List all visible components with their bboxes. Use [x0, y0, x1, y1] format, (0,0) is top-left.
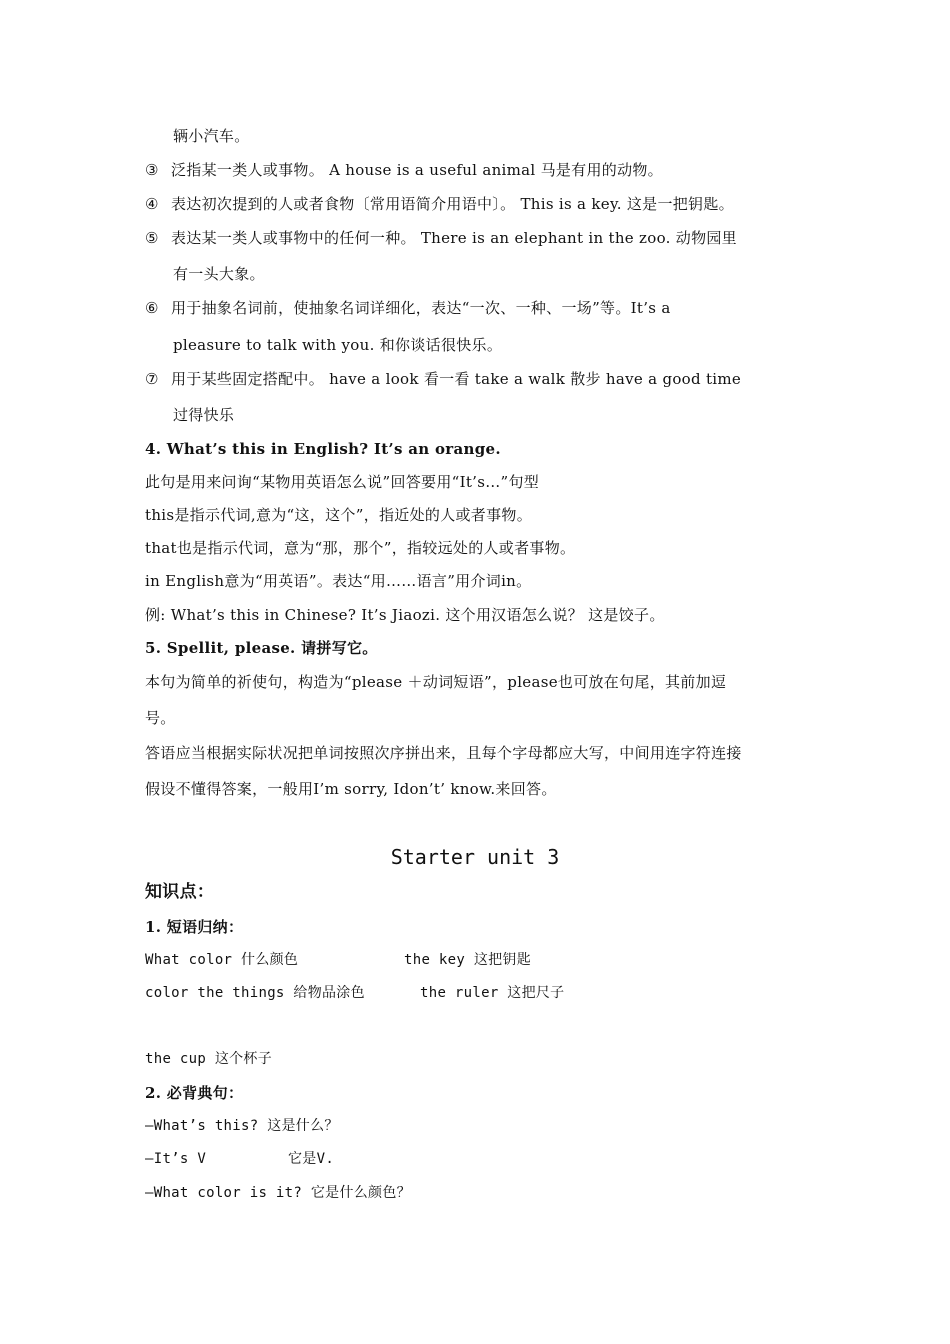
- item-text: 表达某一类人或事物中的任何一种。 There is an elephant in the zoo. 动物园里: [171, 229, 737, 247]
- item-number: ④: [145, 195, 159, 213]
- item-text: 用于抽象名词前，使抽象名词详细化，表达“一次、一种、一场”等。It’s a: [171, 299, 671, 317]
- item-text: 表达初次提到的人或者食物〔常用语简介用语中〕。 This is a key. 这是一把钥匙。: [171, 195, 734, 213]
- section-5-line-1-cont: 号。: [145, 709, 176, 727]
- sentence-3: —What color is it? 它是什么颜色？: [145, 1185, 411, 1201]
- sentence-2: [145, 1149, 810, 1169]
- phrases-heading: 1. 短语归纳：: [145, 918, 244, 936]
- list-item-7: [145, 369, 810, 389]
- section-5-heading: 5. Spellit, please. 请拼写它。: [145, 639, 378, 657]
- item-text: 泛指某一类人或事物。 A house is a useful animal 马是有用的动物。: [171, 161, 663, 179]
- sentences-heading: 2. 必背典句：: [145, 1084, 244, 1102]
- phrase-row-1: [145, 950, 810, 970]
- item-number: ⑦: [145, 370, 159, 388]
- item-text: 用于某些固定搭配中。 have a look 看一看 take a walk 散步 have a good time: [171, 370, 742, 388]
- list-item-4: [145, 194, 810, 214]
- sentence-zh: 它是V.: [288, 1151, 335, 1167]
- section-4-heading: 4. What’s this in English? It’s an orange.: [145, 440, 501, 458]
- phrase: color the things 给物品涂色: [145, 985, 365, 1001]
- list-item-3: [145, 160, 810, 180]
- section-5-line-2: 答语应当根据实际状况把单词按照次序拼出来，且每个字母都应大写，中间用连字符连接: [145, 744, 742, 762]
- phrase: What color 什么颜色: [145, 952, 299, 968]
- section-4-line-2: this是指示代词,意为“这，这个”，指近处的人或者事物。: [145, 506, 532, 524]
- section-4-example: 例: What’s this in Chinese? It’s Jiaozi. 这个用汉语怎么说？ 这是饺子。: [145, 606, 665, 624]
- item-number: ⑥: [145, 299, 159, 317]
- phrase: the ruler 这把尺子: [420, 985, 565, 1001]
- item7-continuation: 过得快乐: [173, 406, 235, 424]
- item5-continuation: 有一头大象。: [173, 265, 265, 283]
- phrase-row-2: [145, 983, 810, 1003]
- sentence-en: —It’s V: [145, 1151, 207, 1167]
- unit-title: Starter unit 3: [390, 845, 560, 869]
- section-4-line-4: in English意为“用英语”。表达“用……语言”用介词in。: [145, 572, 532, 590]
- sentence-1: —What’s this? 这是什么？: [145, 1118, 339, 1134]
- list-item-5: [145, 228, 810, 248]
- item2-continuation: 辆小汽车。: [173, 127, 250, 145]
- item-number: ③: [145, 161, 159, 179]
- phrase-row-3: the cup 这个杯子: [145, 1051, 273, 1067]
- phrase: the key 这把钥匙: [404, 952, 532, 968]
- section-4-line-3: that也是指示代词，意为“那，那个”，指较远处的人或者事物。: [145, 539, 576, 557]
- section-4-line-1: 此句是用来问询“某物用英语怎么说”回答要用“It’s…”句型: [145, 473, 540, 491]
- section-5-line-1: 本句为简单的祈使句，构造为“please ＋动词短语”，please也可放在句尾，其前加逗: [145, 673, 727, 691]
- item6-continuation: pleasure to talk with you. 和你谈话很快乐。: [173, 336, 503, 354]
- knowledge-heading: 知识点：: [145, 882, 215, 902]
- item-number: ⑤: [145, 229, 159, 247]
- list-item-6: [145, 298, 810, 318]
- section-5-line-3: 假设不懂得答案，一般用I’m sorry, Idon’t’ know.来回答。: [145, 780, 557, 798]
